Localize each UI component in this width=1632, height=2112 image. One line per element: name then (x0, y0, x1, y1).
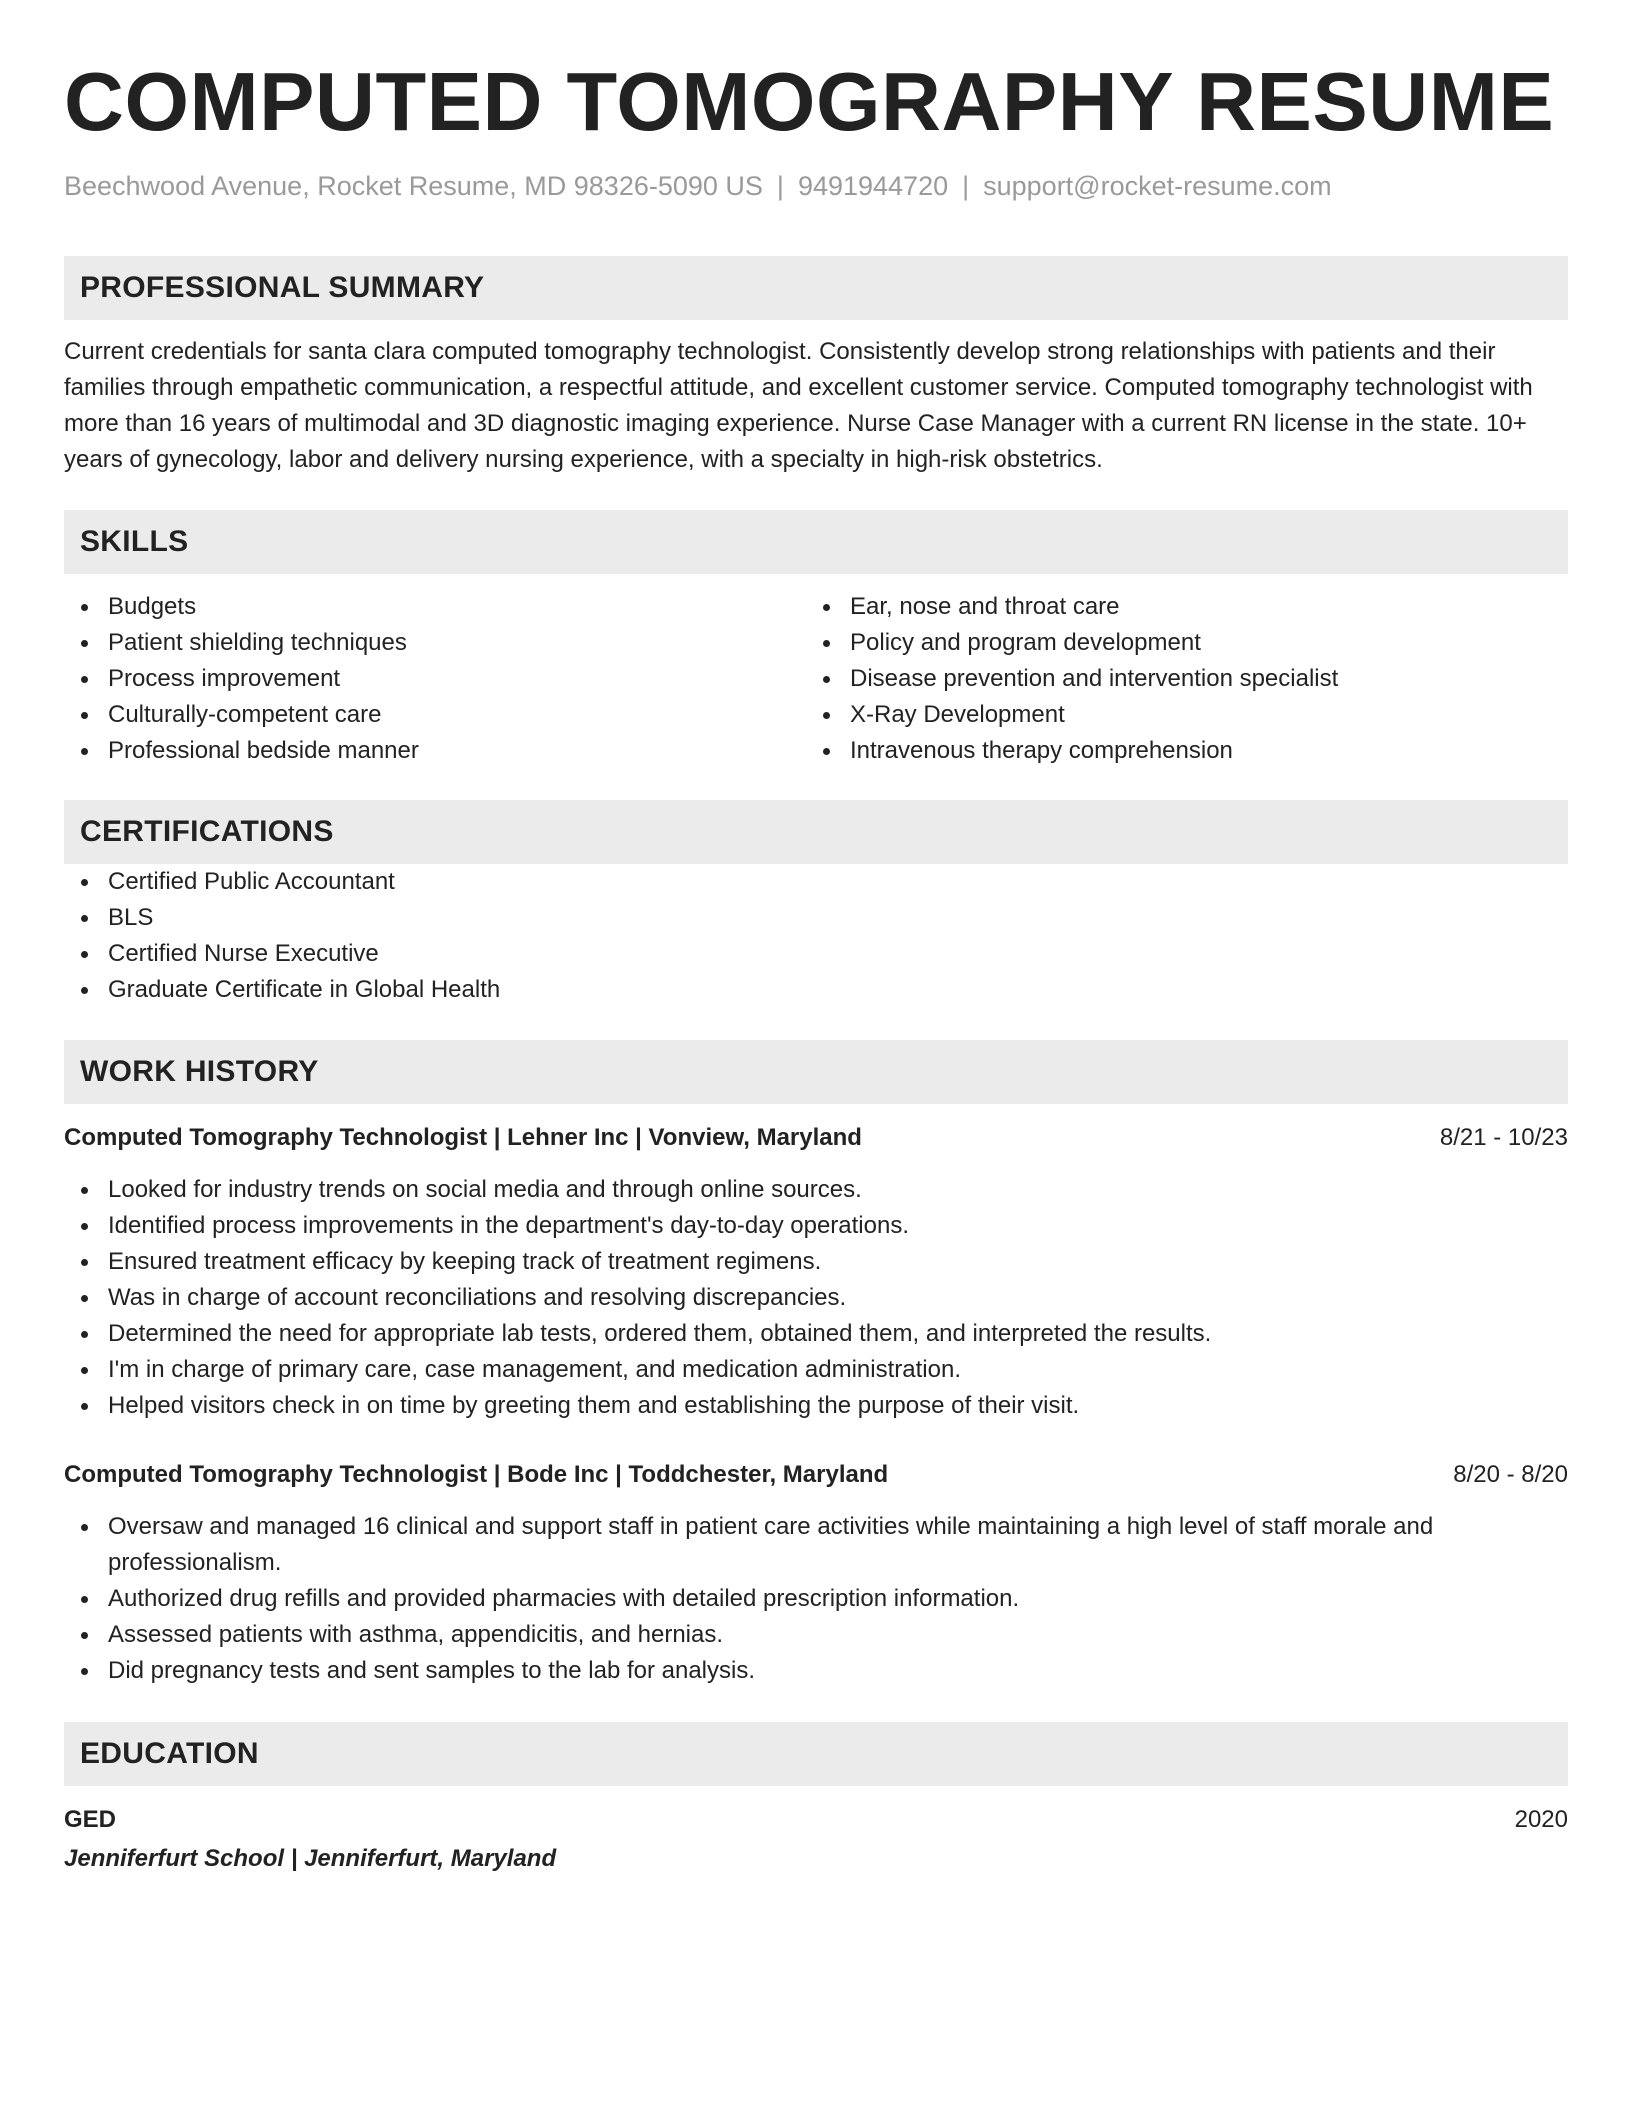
job-title: Computed Tomography Technologist | Lehner Inc | Vonview, Maryland (64, 1124, 862, 1151)
skill-item: Budgets (64, 589, 806, 625)
contact-line (64, 168, 1568, 204)
skill-item: X-Ray Development (806, 697, 1548, 733)
section-heading-certifications: CERTIFICATIONS (64, 800, 1568, 864)
job-bullet: Did pregnancy tests and sent samples to the lab for analysis. (64, 1653, 1568, 1689)
resume-title: COMPUTED TOMOGRAPHY RESUME (64, 55, 1555, 148)
job-bullet: Identified process improvements in the department's day-to-day operations. (64, 1208, 1568, 1244)
skill-item: Policy and program development (806, 625, 1548, 661)
job-header (64, 1457, 1568, 1493)
skills-columns (64, 589, 1568, 769)
skill-item: Patient shielding techniques (64, 625, 806, 661)
job-bullet: Determined the need for appropriate lab tests, ordered them, obtained them, and interpreted the results. (64, 1316, 1568, 1352)
education-degree: GED (64, 1806, 117, 1833)
contact-separator: | (776, 171, 784, 201)
certification-item: BLS (64, 900, 1568, 936)
section-heading-education: EDUCATION (64, 1722, 1568, 1786)
certification-item: Graduate Certificate in Global Health (64, 972, 1568, 1008)
certification-item: Certified Public Accountant (64, 864, 1568, 900)
skills-list-left (64, 589, 806, 769)
job-bullet: I'm in charge of primary care, case management, and medication administration. (64, 1352, 1568, 1388)
job-dates: 8/20 - 8/20 (1453, 1461, 1568, 1488)
education-school: Jenniferfurt School | Jenniferfurt, Maryland (64, 1845, 557, 1872)
job-bullet: Looked for industry trends on social media and through online sources. (64, 1172, 1568, 1208)
certifications-list (64, 864, 1568, 1008)
certification-item: Certified Nurse Executive (64, 936, 1568, 972)
job-bullet: Authorized drug refills and provided pharmacies with detailed prescription information. (64, 1581, 1568, 1617)
skill-item: Intravenous therapy comprehension (806, 733, 1548, 769)
job-bullets (64, 1509, 1568, 1689)
job-dates: 8/21 - 10/23 (1439, 1124, 1568, 1151)
job-title: Computed Tomography Technologist | Bode Inc | Toddchester, Maryland (64, 1461, 889, 1488)
job-bullet: Ensured treatment efficacy by keeping track of treatment regimens. (64, 1244, 1568, 1280)
job-bullet: Oversaw and managed 16 clinical and support staff in patient care activities while maintaining a high level of staff morale and professionalism. (64, 1509, 1568, 1581)
section-heading-skills: SKILLS (64, 510, 1568, 574)
skills-list-right (806, 589, 1548, 769)
section-heading-summary: PROFESSIONAL SUMMARY (64, 256, 1568, 320)
contact-separator: | (962, 171, 970, 201)
contact-phone: 9491944720 (797, 171, 949, 201)
skill-item: Professional bedside manner (64, 733, 806, 769)
job-bullet: Assessed patients with asthma, appendicitis, and hernias. (64, 1617, 1568, 1653)
section-heading-work-history: WORK HISTORY (64, 1040, 1568, 1104)
summary-text: Current credentials for santa clara computed tomography technologist. Consistently develop strong relationships with patients and their families through empathetic communication, a respectful attitude, and excellent customer service. Computed tomography technologist with more than 16 years of multimodal and 3D diagnostic imaging experience. Nurse Case Manager with a current RN license in the state. 10+ years of gynecology, labor and delivery nursing experience, with a specialty in high-risk obstetrics. (64, 338, 1533, 473)
contact-address: Beechwood Avenue, Rocket Resume, MD 98326-5090 US (64, 171, 763, 201)
resume-page (64, 52, 1568, 1877)
skill-item: Process improvement (64, 661, 806, 697)
job-bullets (64, 1172, 1568, 1424)
skill-item: Culturally-competent care (64, 697, 806, 733)
job-bullet: Helped visitors check in on time by greeting them and establishing the purpose of their visit. (64, 1388, 1568, 1424)
job-header (64, 1120, 1568, 1156)
education-header (64, 1802, 1568, 1838)
education-year: 2020 (1514, 1806, 1568, 1833)
contact-email: support@rocket-resume.com (983, 171, 1332, 201)
skill-item: Ear, nose and throat care (806, 589, 1548, 625)
job-bullet: Was in charge of account reconciliations and resolving discrepancies. (64, 1280, 1568, 1316)
skill-item: Disease prevention and intervention specialist (806, 661, 1548, 697)
